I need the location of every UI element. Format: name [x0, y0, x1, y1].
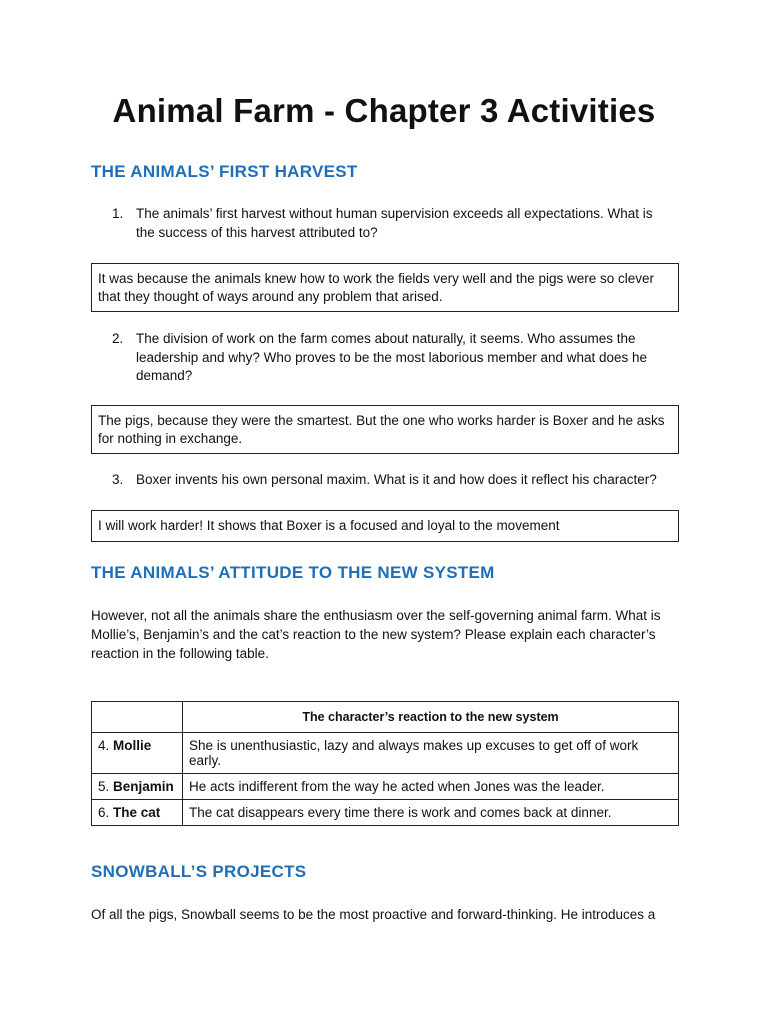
answer-box-3: I will work harder! It shows that Boxer is a focused and loyal to the movement: [91, 510, 679, 542]
section-heading-first-harvest: THE ANIMALS’ FIRST HARVEST: [91, 162, 358, 181]
reaction-cell: She is unenthusiastic, lazy and always makes up excuses to get off of work early.: [183, 733, 679, 774]
question-number: 3.: [112, 472, 124, 487]
question-text: The division of work on the farm comes about naturally, it seems. Who assumes the leadership and why? Who proves to be the most laborious member and what does he demand?: [136, 331, 648, 383]
character-cell: [92, 733, 183, 774]
question-2: [112, 330, 672, 386]
question-number: 2.: [112, 331, 124, 346]
question-1: [112, 205, 672, 242]
section-heading-snowball: SNOWBALL’S PROJECTS: [91, 862, 307, 881]
question-text: Boxer invents his own personal maxim. What is it and how does it reflect his character?: [136, 472, 657, 487]
character-cell: [92, 774, 183, 800]
table-header-blank: [92, 702, 183, 733]
row-number: 6.: [98, 805, 110, 820]
character-name: The cat: [113, 805, 161, 820]
row-number: 5.: [98, 779, 110, 794]
question-3: [112, 471, 672, 490]
table-row: [92, 733, 679, 774]
section-heading-attitude: THE ANIMALS’ ATTITUDE TO THE NEW SYSTEM: [91, 563, 495, 582]
question-number: 1.: [112, 206, 124, 221]
page-title: Animal Farm - Chapter 3 Activities: [112, 92, 656, 129]
character-name: Benjamin: [113, 779, 174, 794]
attitude-intro-paragraph: However, not all the animals share the enthusiasm over the self-governing animal farm. What is Mollie’s, Benjamin’s and the cat’s reaction to the new system? Please explain each character’s reaction in the following table.: [91, 608, 661, 661]
reaction-cell: The cat disappears every time there is work and comes back at dinner.: [183, 800, 679, 826]
table-row: [92, 800, 679, 826]
snowball-intro-paragraph: Of all the pigs, Snowball seems to be the most proactive and forward-thinking. He introduces a: [91, 907, 656, 922]
answer-box-1: It was because the animals knew how to work the fields very well and the pigs were so clever that they thought of ways around any problem that arised.: [91, 263, 679, 312]
reaction-cell: He acts indifferent from the way he acted when Jones was the leader.: [183, 774, 679, 800]
reaction-table: [91, 701, 679, 826]
row-number: 4.: [98, 738, 110, 753]
table-row: [92, 774, 679, 800]
question-text: The animals’ first harvest without human supervision exceeds all expectations. What is the success of this harvest attributed to?: [136, 206, 653, 240]
character-name: Mollie: [113, 738, 152, 753]
answer-box-2: The pigs, because they were the smartest. But the one who works harder is Boxer and he asks for nothing in exchange.: [91, 405, 679, 454]
table-header-row: [92, 702, 679, 733]
table-header-reaction: The character’s reaction to the new system: [183, 702, 679, 733]
character-cell: [92, 800, 183, 826]
